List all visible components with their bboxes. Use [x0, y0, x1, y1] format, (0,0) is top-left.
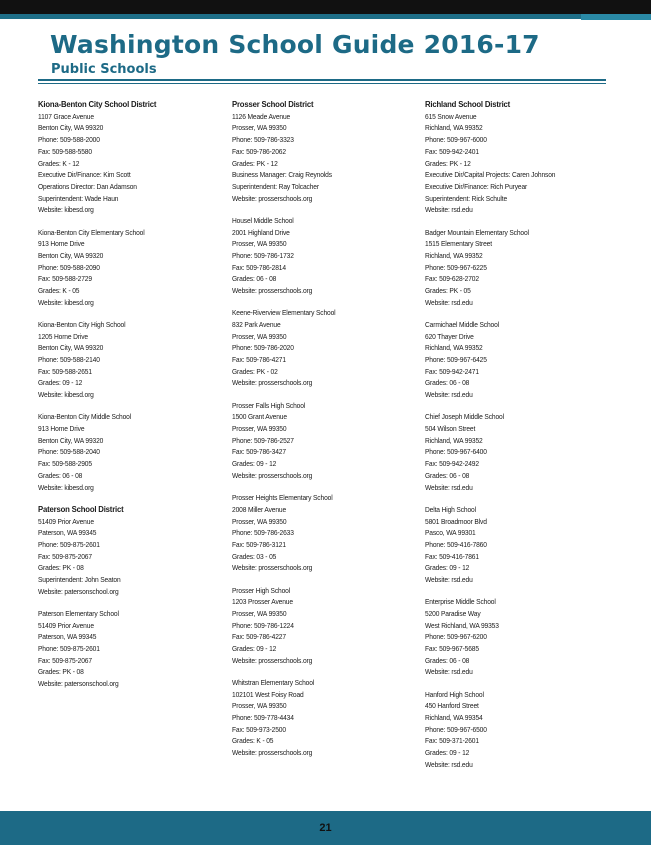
entry-detail-line: Executive Dir/Capital Projects: Caren Johnson	[425, 170, 556, 180]
entry-detail-line: Superintendent: John Seaton	[38, 575, 121, 585]
entry-detail-line: Grades: 06 - 08	[425, 470, 470, 480]
school-name: Prosser High School	[232, 585, 291, 595]
entry-detail-line: Fax: 509-875-2067	[38, 655, 92, 665]
entry-detail-line: Phone: 509-786-3323	[232, 135, 294, 145]
entry-detail-line: Prosser, WA 99350	[232, 701, 287, 711]
entry-detail-line: Grades: PK - 12	[425, 158, 471, 168]
title-divider	[38, 79, 606, 81]
entry-detail-line: 832 Park Avenue	[232, 319, 281, 329]
school-entry	[232, 215, 422, 297]
entry-detail-line: 2001 Highland Drive	[232, 227, 290, 237]
district-entry	[38, 99, 228, 216]
entry-detail-line: Benton City, WA 99320	[38, 435, 104, 445]
entry-detail-line: Website: kibesd.org	[38, 297, 94, 307]
school-name: Housel Middle School	[232, 215, 294, 225]
entry-detail-line: Phone: 509-786-2633	[232, 528, 294, 538]
entry-detail-line: Website: rsd.edu	[425, 759, 473, 769]
entry-detail-line: Phone: 509-967-6200	[425, 632, 487, 642]
entry-detail-line: Superintendent: Rick Schulte	[425, 193, 508, 203]
school-name: Kiona-Benton City High School	[38, 319, 126, 329]
entry-detail-line: 913 Horne Drive	[38, 424, 85, 434]
entry-detail-line: Grades: PK - 02	[232, 366, 278, 376]
entry-detail-line: Grades: 03 - 05	[232, 551, 277, 561]
entry-detail-line: Fax: 509-942-2401	[425, 146, 479, 156]
entry-detail-line: Fax: 509-942-2492	[425, 459, 479, 469]
entry-detail-line: Superintendent: Wade Haun	[38, 193, 119, 203]
entry-detail-line: Fax: 509-786-2814	[232, 262, 286, 272]
school-name: Keene-Riverview Elementary School	[232, 308, 336, 318]
directory-column-3	[425, 99, 615, 781]
page-title: Washington School Guide 2016-17	[50, 30, 540, 59]
directory-column-1	[38, 99, 228, 700]
school-name: Whitstran Elementary School	[232, 677, 315, 687]
entry-detail-line: Phone: 509-786-2020	[232, 343, 294, 353]
entry-detail-line: 51409 Prior Avenue	[38, 516, 94, 526]
entry-detail-line: Website: rsd.edu	[425, 482, 473, 492]
entry-detail-line: Pasco, WA 99301	[425, 528, 476, 538]
entry-detail-line: Prosser, WA 99350	[232, 424, 287, 434]
entry-detail-line: Fax: 509-371-2601	[425, 736, 479, 746]
entry-detail-line: Fax: 509-588-2729	[38, 274, 92, 284]
entry-detail-line: Fax: 509-942-2471	[425, 366, 479, 376]
school-name: Carmichael Middle School	[425, 319, 500, 329]
entry-detail-line: Benton City, WA 99320	[38, 250, 104, 260]
entry-detail-line: Website: rsd.edu	[425, 205, 473, 215]
entry-detail-line: Phone: 509-967-6400	[425, 447, 487, 457]
top-bar	[0, 0, 651, 14]
entry-detail-line: Grades: 09 - 12	[38, 378, 83, 388]
entry-detail-line: Fax: 509-628-2702	[425, 274, 479, 284]
entry-detail-line: Phone: 509-967-6225	[425, 262, 487, 272]
entry-detail-line: Website: rsd.edu	[425, 297, 473, 307]
school-entry	[425, 689, 615, 771]
entry-detail-line: 102101 West Foisy Road	[232, 689, 304, 699]
entry-detail-line: Phone: 509-967-6500	[425, 724, 487, 734]
entry-detail-line: 1126 Meade Avenue	[232, 111, 291, 121]
entry-detail-line: Grades: 06 - 08	[425, 378, 470, 388]
entry-detail-line: Phone: 509-588-2000	[38, 135, 100, 145]
entry-detail-line: 1203 Prosser Avenue	[232, 597, 293, 607]
entry-detail-line: Grades: 06 - 08	[38, 470, 83, 480]
entry-detail-line: Website: rsd.edu	[425, 390, 473, 400]
entry-detail-line: 450 Hanford Street	[425, 701, 479, 711]
entry-detail-line: Fax: 509-588-5580	[38, 146, 92, 156]
school-entry	[38, 608, 228, 690]
entry-detail-line: Website: patersonschool.org	[38, 679, 119, 689]
entry-detail-line: Richland, WA 99352	[425, 123, 483, 133]
entry-detail-line: Website: prosserschools.org	[232, 193, 313, 203]
entry-detail-line: Fax: 509-416-7861	[425, 551, 479, 561]
entry-detail-line: Phone: 509-786-2527	[232, 435, 294, 445]
school-entry	[425, 596, 615, 678]
district-entry	[38, 504, 228, 598]
entry-detail-line: Phone: 509-416-7860	[425, 539, 487, 549]
school-name: Enterprise Middle School	[425, 597, 496, 607]
entry-detail-line: 5801 Broadmoor Blvd	[425, 516, 487, 526]
entry-detail-line: Grades: K - 05	[38, 286, 80, 296]
entry-detail-line: Grades: PK - 08	[38, 667, 84, 677]
entry-detail-line: Richland, WA 99354	[425, 713, 483, 723]
school-entry	[425, 504, 615, 586]
title-divider-thin	[38, 83, 606, 84]
entry-detail-line: Website: kibesd.org	[38, 482, 94, 492]
school-name: Hanford High School	[425, 689, 484, 699]
school-entry	[425, 411, 615, 493]
entry-detail-line: Operations Director: Dan Adamson	[38, 181, 137, 191]
school-entry	[38, 227, 228, 309]
page-number: 21	[319, 822, 332, 834]
school-name: Badger Mountain Elementary School	[425, 227, 529, 237]
entry-detail-line: Prosser, WA 99350	[232, 608, 287, 618]
school-entry	[232, 307, 422, 389]
entry-detail-line: Phone: 509-778-4434	[232, 713, 294, 723]
entry-detail-line: Grades: 09 - 12	[425, 563, 470, 573]
entry-detail-line: Phone: 509-786-1224	[232, 620, 294, 630]
entry-detail-line: 51409 Prior Avenue	[38, 620, 94, 630]
entry-detail-line: 1107 Grace Avenue	[38, 111, 94, 121]
entry-detail-line: Phone: 509-588-2140	[38, 355, 100, 365]
entry-detail-line: Grades: 09 - 12	[425, 748, 470, 758]
school-name: Kiona-Benton City Middle School	[38, 412, 132, 422]
district-name: Richland School District	[425, 99, 511, 109]
entry-detail-line: Executive Dir/Finance: Kim Scott	[38, 170, 131, 180]
entry-detail-line: Fax: 509-967-5685	[425, 644, 479, 654]
entry-detail-line: Richland, WA 99352	[425, 343, 483, 353]
section-subtitle: Public Schools	[51, 62, 157, 77]
entry-detail-line: Prosser, WA 99350	[232, 123, 287, 133]
entry-detail-line: Website: kibesd.org	[38, 390, 94, 400]
school-entry	[425, 227, 615, 309]
entry-detail-line: Website: patersonschool.org	[38, 586, 119, 596]
entry-detail-line: Fax: 509-786-4227	[232, 632, 286, 642]
entry-detail-line: Phone: 509-588-2090	[38, 262, 100, 272]
school-entry	[38, 411, 228, 493]
entry-detail-line: Phone: 509-967-6425	[425, 355, 487, 365]
entry-detail-line: Website: prosserschools.org	[232, 748, 313, 758]
entry-detail-line: Paterson, WA 99345	[38, 632, 97, 642]
entry-detail-line: Fax: 509-786-3427	[232, 447, 286, 457]
entry-detail-line: Fax: 509-875-2067	[38, 551, 92, 561]
entry-detail-line: Website: prosserschools.org	[232, 655, 313, 665]
entry-detail-line: Fax: 509-973-2500	[232, 724, 286, 734]
entry-detail-line: Benton City, WA 99320	[38, 343, 104, 353]
entry-detail-line: Prosser, WA 99350	[232, 239, 287, 249]
entry-detail-line: Website: rsd.edu	[425, 667, 473, 677]
entry-detail-line: Website: rsd.edu	[425, 575, 473, 585]
school-name: Paterson Elementary School	[38, 608, 119, 618]
school-entry	[232, 585, 422, 667]
entry-detail-line: Website: prosserschools.org	[232, 286, 313, 296]
entry-detail-line: Richland, WA 99352	[425, 250, 483, 260]
entry-detail-line: Prosser, WA 99350	[232, 331, 287, 341]
entry-detail-line: 1500 Grant Avenue	[232, 412, 287, 422]
entry-detail-line: Superintendent: Ray Tolcacher	[232, 181, 319, 191]
entry-detail-line: Fax: 509-786-4271	[232, 355, 286, 365]
entry-detail-line: West Richland, WA 99353	[425, 620, 499, 630]
entry-detail-line: Phone: 509-875-2601	[38, 539, 100, 549]
entry-detail-line: Website: prosserschools.org	[232, 563, 313, 573]
directory-column-2	[232, 99, 422, 769]
school-entry	[38, 319, 228, 401]
entry-detail-line: Grades: 09 - 12	[232, 459, 277, 469]
district-name: Paterson School District	[38, 503, 124, 514]
entry-detail-line: Grades: K - 12	[38, 158, 80, 168]
district-entry	[232, 99, 422, 204]
district-name: Kiona-Benton City School District	[38, 99, 157, 109]
entry-detail-line: Fax: 509-588-2651	[38, 366, 92, 376]
entry-detail-line: Fax: 509-588-2905	[38, 459, 92, 469]
entry-detail-line: Website: kibesd.org	[38, 205, 94, 215]
entry-detail-line: Website: prosserschools.org	[232, 378, 313, 388]
school-name: Delta High School	[425, 504, 476, 514]
entry-detail-line: Grades: K - 05	[232, 736, 274, 746]
entry-detail-line: Phone: 509-967-6000	[425, 135, 487, 145]
entry-detail-line: Phone: 509-588-2040	[38, 447, 100, 457]
school-name: Kiona-Benton City Elementary School	[38, 227, 145, 237]
entry-detail-line: Grades: 09 - 12	[232, 644, 277, 654]
entry-detail-line: Business Manager: Craig Reynolds	[232, 170, 332, 180]
entry-detail-line: Fax: 509-786-2062	[232, 146, 286, 156]
school-name: Prosser Falls High School	[232, 400, 306, 410]
school-entry	[232, 677, 422, 759]
entry-detail-line: 615 Snow Avenue	[425, 111, 477, 121]
school-entry	[232, 492, 422, 574]
entry-detail-line: Richland, WA 99352	[425, 435, 483, 445]
entry-detail-line: Paterson, WA 99345	[38, 528, 97, 538]
school-entry	[232, 400, 422, 482]
entry-detail-line: 504 Wilson Street	[425, 424, 476, 434]
entry-detail-line: Executive Dir/Finance: Rich Puryear	[425, 181, 528, 191]
entry-detail-line: Grades: PK - 08	[38, 563, 84, 573]
entry-detail-line: 913 Horne Drive	[38, 239, 85, 249]
top-accent-tab	[581, 14, 651, 20]
entry-detail-line: Benton City, WA 99320	[38, 123, 104, 133]
entry-detail-line: Fax: 509-786-3121	[232, 539, 286, 549]
school-name: Prosser Heights Elementary School	[232, 493, 333, 503]
district-entry	[425, 99, 615, 216]
school-entry	[425, 319, 615, 401]
entry-detail-line: Grades: 06 - 08	[232, 274, 277, 284]
entry-detail-line: Phone: 509-875-2601	[38, 644, 100, 654]
school-name: Chief Joseph Middle School	[425, 412, 504, 422]
entry-detail-line: Grades: PK - 05	[425, 286, 471, 296]
entry-detail-line: 1515 Elementary Street	[425, 239, 492, 249]
entry-detail-line: Phone: 509-786-1732	[232, 250, 294, 260]
entry-detail-line: 5200 Paradise Way	[425, 608, 481, 618]
entry-detail-line: Website: prosserschools.org	[232, 470, 313, 480]
entry-detail-line: Prosser, WA 99350	[232, 516, 287, 526]
entry-detail-line: 1205 Horne Drive	[38, 331, 88, 341]
entry-detail-line: Grades: 06 - 08	[425, 655, 470, 665]
entry-detail-line: 620 Thayer Drive	[425, 331, 474, 341]
district-name: Prosser School District	[232, 99, 314, 109]
entry-detail-line: 2008 Miller Avenue	[232, 504, 287, 514]
top-accent-stripe	[0, 14, 651, 19]
entry-detail-line: Grades: PK - 12	[232, 158, 278, 168]
